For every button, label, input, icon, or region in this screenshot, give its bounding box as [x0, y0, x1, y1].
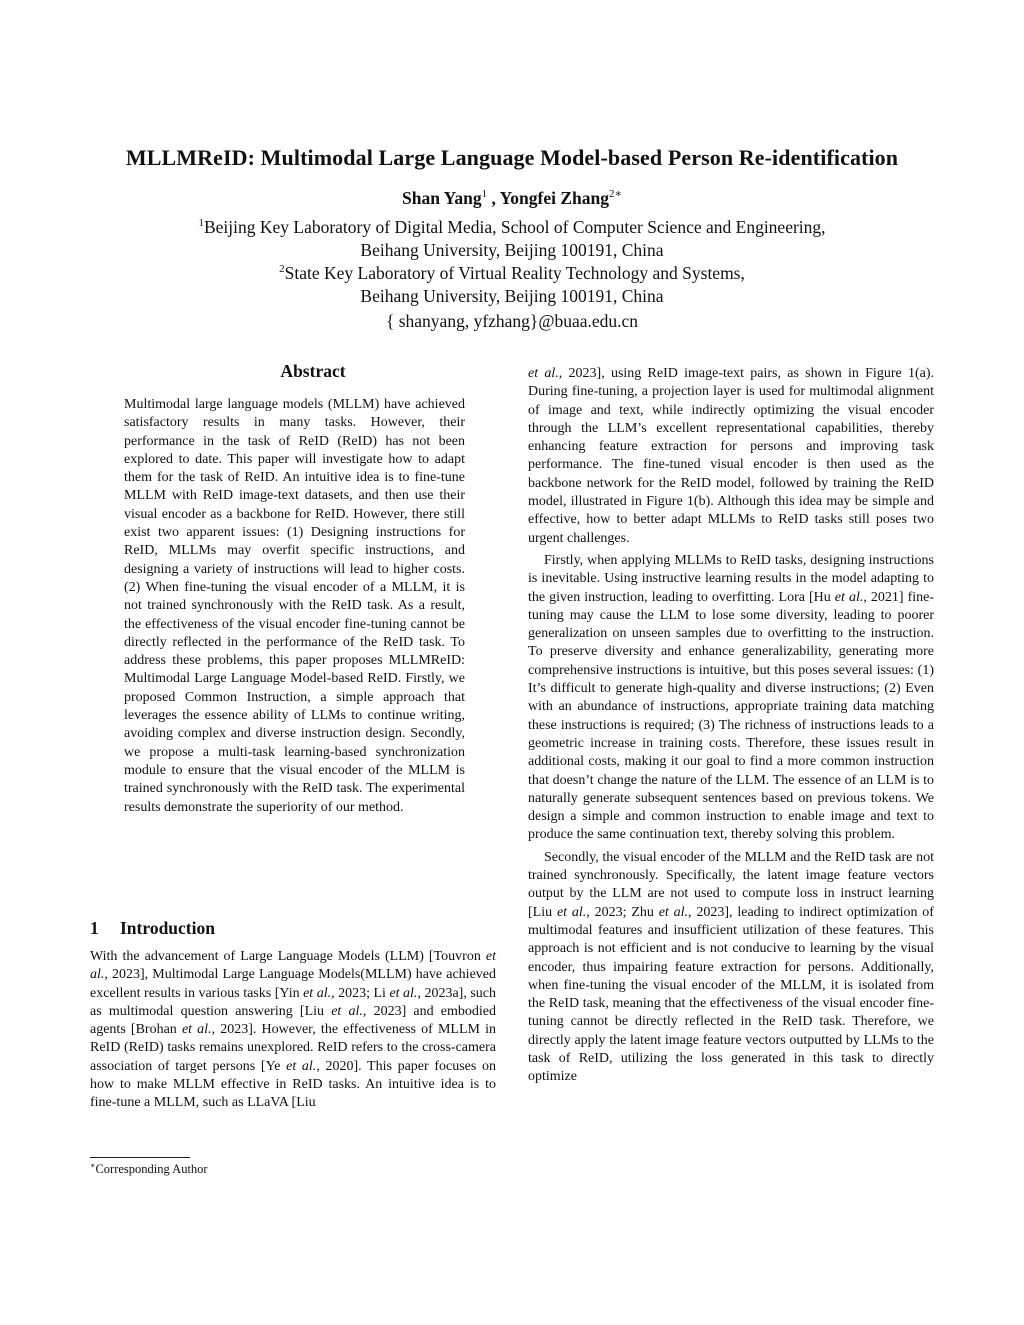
- text-run: , 2023], Multimodal Large Language Models(MLLM) have achieved excellent results in various tasks [Yin: [90, 967, 496, 1001]
- text-run: , 2023; Zhu: [586, 904, 659, 920]
- author-name: Shan Yang: [402, 188, 482, 208]
- citation-etal: et al.: [286, 1058, 317, 1074]
- author-line: [0, 188, 1024, 209]
- text-run: , 2023] and embodied agents [Brohan: [90, 1003, 497, 1038]
- footnote-rule: [90, 1157, 190, 1158]
- affiliation-2-line-1: [0, 262, 1024, 285]
- citation-etal: et al.: [658, 904, 689, 920]
- affiliation-text: Beijing Key Laboratory of Digital Media, School of Computer Science and Engineering,: [203, 217, 826, 237]
- section-title: Introduction: [120, 918, 215, 938]
- author-separator: ,: [487, 188, 500, 208]
- right-column: [528, 365, 934, 1091]
- author-affiliation-mark: 1: [481, 188, 488, 201]
- citation-etal: et al.: [303, 985, 332, 1001]
- citation-etal: et al.: [556, 904, 587, 920]
- paper-title: MLLMReID: Multimodal Large Language Model-based Person Re-identification: [125, 145, 899, 170]
- author-emails: { shanyang, yfzhang}@buaa.edu.cn: [385, 311, 639, 331]
- affiliation-1-line-2: Beihang University, Beijing 100191, China: [360, 240, 664, 260]
- citation-etal: et al.: [331, 1003, 363, 1019]
- paragraph: [528, 849, 934, 1087]
- paragraph: [528, 552, 934, 845]
- text-run: With the advancement of Large Language Models (LLM) [Touvron: [90, 949, 486, 964]
- citation-etal: et al.: [181, 1022, 212, 1038]
- footnote: [90, 1162, 208, 1177]
- citation-etal: et al.: [90, 949, 496, 983]
- citation-etal: et al.: [834, 589, 864, 605]
- text-run: , 2023; Li: [331, 985, 390, 1001]
- affiliation-mark: 2: [279, 263, 285, 276]
- text-run: , 2023], leading to indirect optimization of multimodal features and insufficient utilization of these features. This approach is not efficient and is not conducive to learning by the visual encoder, thus impairing feature extraction for persons. Additionally, when fine-tuning the visual encoder of the MLLM, it is isolated from the ReID task, meaning that the effectiveness of the visual encoder fine-tuning cannot be directly reflected in the ReID task. Therefore, we directly apply the latent image feature vectors outputted by LLMs to the task of ReID, utilizing the loss generated in this task to directly optimize: [528, 904, 934, 1085]
- intro-paragraph: [90, 948, 496, 1113]
- footnote-text: Corresponding Author: [95, 1162, 208, 1176]
- text-run: , 2023a], such as multimodal question answering [Liu: [90, 985, 496, 1019]
- footnote-mark: ∗: [90, 1160, 96, 1170]
- affiliation-text: State Key Laboratory of Virtual Reality Technology and Systems,: [284, 263, 745, 283]
- text-run: , 2021] fine-tuning may cause the LLM to lose some diversity, leading to poorer generalization on unseen samples due to overfitting to the instruction. To preserve diversity and enhance generalizability, generating more comprehensive instructions is intuitive, but this poses several issues: (1) It’s difficult to generate high-quality and diverse instructions; (2) Even with an abundance of instructions, appropriate training data matching these instructions is required; (3) The richness of instructions leads to a geometric increase in training costs. Therefore, these issues result in additional costs, making it our goal to find a more common instruction that doesn’t change the nature of the LLM. The essence of an LLM is to naturally generate subsequent sentences based on previous tokens. We design a simple and common instruction to enable image and text to produce the same continuation text, thereby solving this problem.: [528, 589, 935, 843]
- text-run: Firstly, when applying MLLMs to ReID tasks, designing instructions is inevitable. Using instructive learning results in the model adapting to the given instruction, leading to overfitting. Lora [Hu: [528, 552, 934, 605]
- citation-etal: et al.: [528, 366, 559, 381]
- author-name: Yongfei Zhang: [499, 188, 609, 208]
- affiliation-1-line-1: [0, 216, 1024, 239]
- text-run: , 2023]. However, the effectiveness of MLLM in ReID (ReID) tasks remains unexplored. ReID refers to the cross-camera association of target persons [Ye: [90, 1022, 496, 1074]
- text-run: , 2020]. This paper focuses on how to make MLLM effective in ReID tasks. An intuitive idea is to fine-tune a MLLM, such as LLaVA [Liu: [90, 1058, 496, 1111]
- section-number: 1: [90, 918, 99, 938]
- citation-etal: et al.: [389, 985, 418, 1001]
- paragraph: [528, 365, 934, 548]
- affiliation-2-line-2: Beihang University, Beijing 100191, China: [360, 286, 664, 306]
- section-heading: [90, 918, 215, 939]
- affiliation-mark: 1: [198, 217, 204, 230]
- abstract-heading: Abstract: [280, 361, 346, 381]
- abstract-text: Multimodal large language models (MLLM) have achieved satisfactory results in many tasks. However, their performance in the task of ReID (ReID) has not been explored to date. This paper will investigate how to adapt them for the task of ReID. An intuitive idea is to fine-tune MLLM with ReID image-text datasets, and then use their visual encoder as a backbone for ReID. However, there still exist two apparent issues: (1) Designing instructions for ReID, MLLMs may overfit specific instructions, and designing a variety of instructions will lead to higher costs. (2) When fine-tuning the visual encoder of a MLLM, it is not trained synchronously with the ReID task. As a result, the effectiveness of the visual encoder fine-tuning cannot be directly reflected in the performance of the ReID task. To address these problems, this paper proposes MLLMReID: Multimodal Large Language Model-based ReID. Firstly, we proposed Common Instruction, a simple approach that leverages the essence ability of LLMs to continue writing, avoiding complex and diverse instruction design. Secondly, we propose a multi-task learning-based synchronization module to ensure that the visual encoder of the MLLM is trained synchronously with the ReID task. The experimental results demonstrate the superiority of our method.: [124, 397, 465, 815]
- text-run: Secondly, the visual encoder of the MLLM and the ReID task are not trained synchronously. Specifically, the latent image feature vectors output by the LLM are not used to compute loss in instruct learning [Liu: [528, 849, 934, 920]
- author-affiliation-mark: 2∗: [609, 188, 622, 201]
- text-run: , 2023], using ReID image-text pairs, as shown in Figure 1(a). During fine-tuning, a projection layer is used for multimodal alignment of image and text, while indirectly optimizing the visual encoder through the LLM’s excellent representational capabilities, thereby enhancing feature extraction for persons and improving task performance. The fine-tuned visual encoder is then used as the backbone network for the ReID model, followed by training the ReID model, illustrated in Figure 1(b). Although this idea may be simple and effective, how to better adapt MLLMs to ReID tasks still poses two urgent challenges.: [528, 366, 934, 546]
